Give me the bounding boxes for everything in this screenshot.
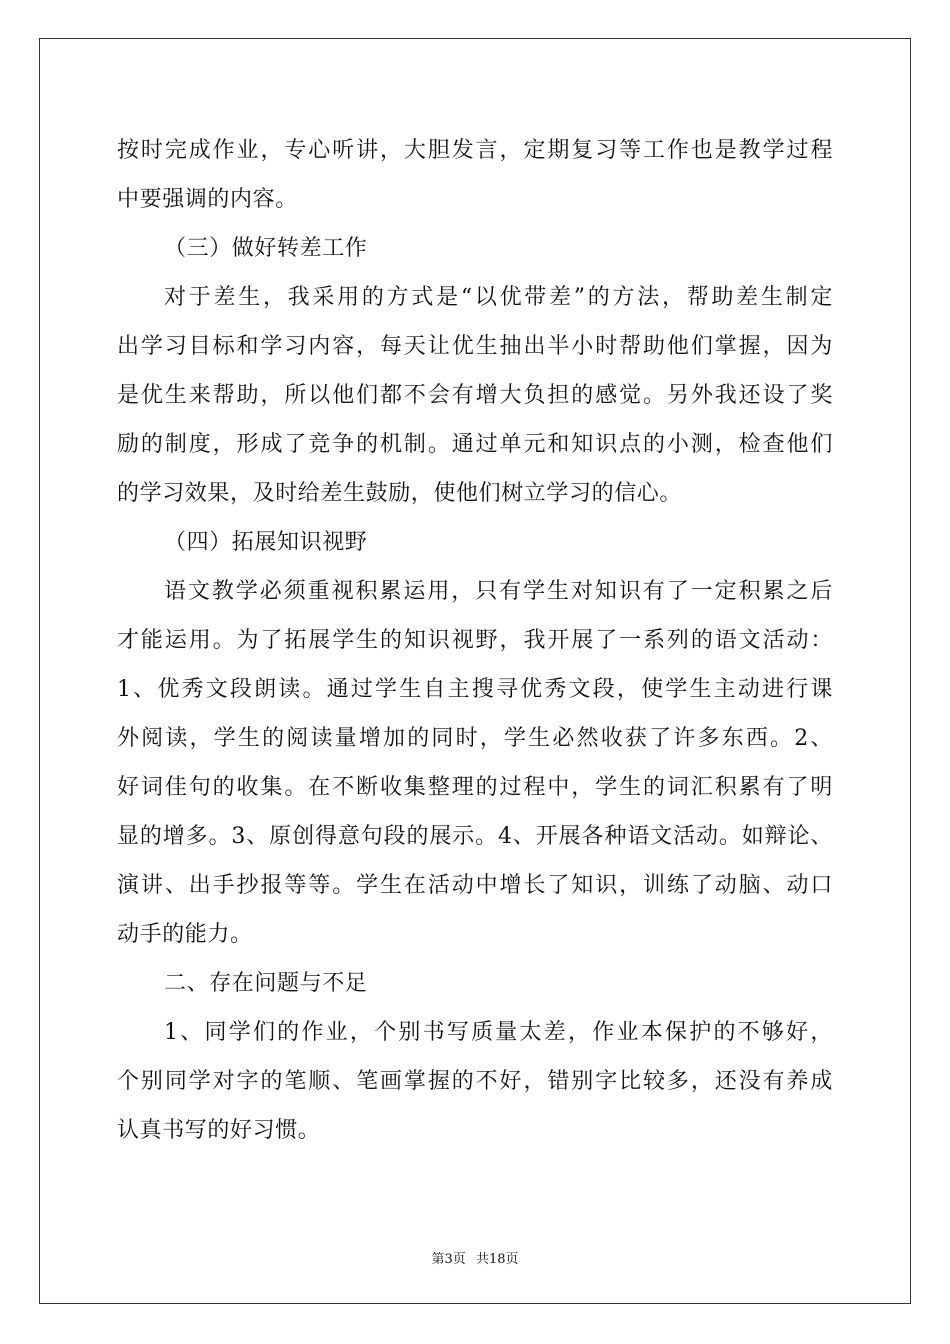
text-line: 显的增多。3、原创得意句段的展示。4、开展各种语文活动。如辩论、 — [117, 824, 833, 849]
text-line: 对于差生，我采用的方式是“以优带差”的方法，帮助差生制定 — [164, 285, 833, 310]
text-line: 个别同学对字的笔顺、笔画掌握的不好，错别字比较多，还没有养成 — [117, 1069, 833, 1094]
text-line: 动手的能力。 — [117, 922, 253, 947]
text-line: 1、优秀文段朗读。通过学生自主搜寻优秀文段，使学生主动进行课 — [117, 677, 833, 702]
text-line: 的学习效果，及时给差生鼓励，使他们树立学习的信心。 — [117, 481, 683, 506]
text-line: （四）拓展知识视野 — [164, 530, 368, 555]
page-number: 第3页 — [431, 1252, 466, 1267]
text-line: 好词佳句的收集。在不断收集整理的过程中，学生的词汇积累有了明 — [117, 775, 833, 800]
text-line: 才能运用。为了拓展学生的知识视野，我开展了一系列的语文活动： — [117, 628, 833, 653]
text-line: 是优生来帮助，所以他们都不会有增大负担的感觉。另外我还设了奖 — [117, 383, 833, 408]
text-line: 外阅读，学生的阅读量增加的同时，学生必然收获了许多东西。2、 — [117, 726, 833, 751]
text-line: 语文教学必须重视积累运用，只有学生对知识有了一定积累之后 — [164, 579, 833, 604]
page-footer — [0, 1248, 950, 1267]
text-line: 中要强调的内容。 — [117, 187, 298, 212]
page-total: 共18页 — [475, 1252, 519, 1267]
text-line: 二、存在问题与不足 — [164, 971, 368, 996]
text-line: 出学习目标和学习内容，每天让优生抽出半小时帮助他们掌握，因为 — [117, 334, 833, 359]
text-line: 1、同学们的作业，个别书写质量太差，作业本保护的不够好， — [164, 1020, 833, 1045]
text-line: 励的制度，形成了竞争的机制。通过单元和知识点的小测，检查他们 — [117, 432, 833, 457]
text-line: 认真书写的好习惯。 — [117, 1118, 321, 1143]
document-body — [117, 126, 833, 1155]
text-line: 按时完成作业，专心听讲，大胆发言，定期复习等工作也是教学过程 — [117, 138, 833, 163]
text-line: 演讲、出手抄报等等。学生在活动中增长了知识，训练了动脑、动口 — [117, 873, 833, 898]
text-line: （三）做好转差工作 — [164, 236, 368, 261]
